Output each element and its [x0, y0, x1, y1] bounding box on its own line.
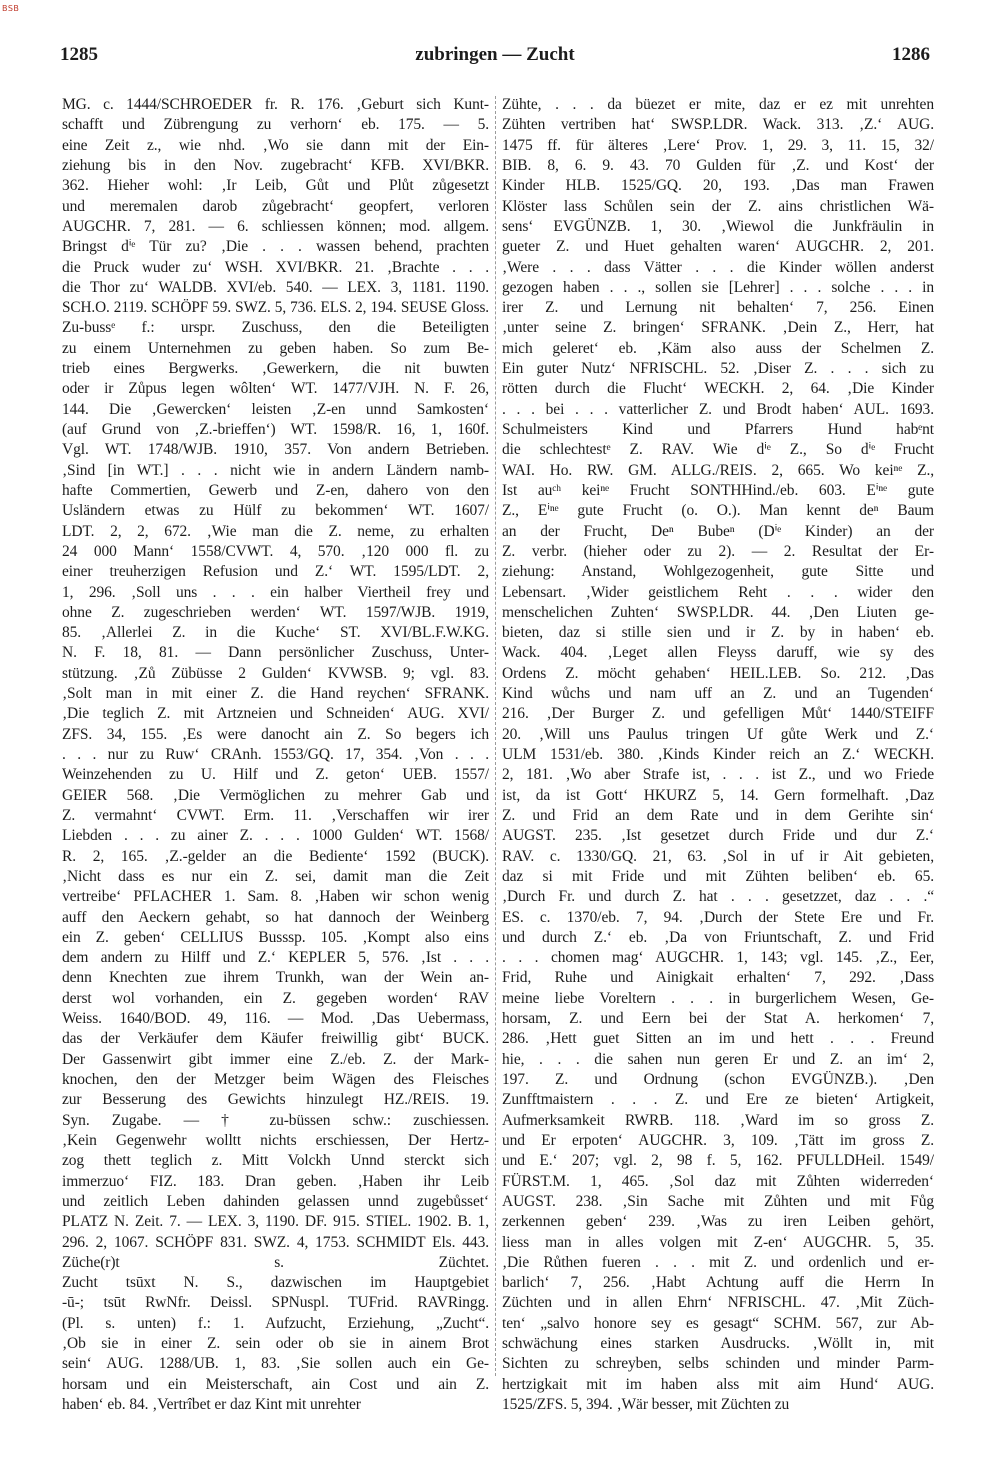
text-line: R. 2, 165. ‚Z.-gelder an die Bediente‘ 1592 (BUCK).: [62, 847, 489, 865]
text-line: ‚unter seine Z. bringen‘ SFRANK. ‚Dein Z., Herr, hat: [502, 319, 934, 337]
text-line: eine Zeit z., wie nhd. ‚Wo sie dann mit der Ein-: [62, 136, 489, 154]
text-line: Z. und Frid an dem Rate und in dem Gerihte sin‘: [502, 806, 934, 824]
text-line: 296. 2, 1067. SCHÖPF 831. SWZ. 4, 1753. SCHMIDT Els. 443.: [62, 1233, 489, 1251]
text-line: auff den Aeckern gehabt, so hat dannoch der Weinberg: [62, 908, 489, 926]
text-line: ‚Die Růthen fueren . . . mit Z. und ordenlich und er-: [502, 1253, 934, 1271]
text-line: 20. ‚Will uns Paulus tringen Uf gůte Werk und Z.‘: [502, 725, 934, 743]
text-line: und E.‘ 207; vgl. 2, 98 f. 5, 162. PFULLDHeil. 1549/: [502, 1152, 934, 1170]
text-line: Kind wůchs und nam uff an Z. und an Tugenden‘: [502, 685, 934, 703]
text-line: Zühten vertriben hat‘ SWSP.LDR. Wack. 313. ‚Z.‘ AUG.: [502, 116, 934, 134]
text-line: rötten durch die Flucht‘ WECKH. 2, 64. ‚Die Kinder: [502, 380, 934, 398]
text-line: daz si mit Fride und mit Zühten beliben‘ eb. 65.: [502, 867, 934, 885]
text-line: menschelichen Zuhten‘ SWSP.LDR. 44. ‚Den Liuten ge-: [502, 603, 934, 621]
right-text-column: [502, 95, 934, 1415]
text-line: ‚Sind [in WT.] . . . nicht wie in andern Ländern namb-: [62, 461, 489, 479]
text-line: 362. Hieher wohl: ‚Ir Leib, Gůt und Plůt zůgesetzt: [62, 177, 489, 195]
text-line: immerzuo‘ FIZ. 183. Dran geben. ‚Haben ihr Leib: [62, 1172, 489, 1190]
text-line: Sichten zu schreyben, selbs schinden und minder Parm-: [502, 1355, 934, 1373]
text-line: und zeitlich Leben dahinden gelassen unnd zugebůsset‘: [62, 1192, 489, 1210]
text-line: bieten, daz si stille sien und ir Z. by in haben‘ eb.: [502, 624, 934, 642]
text-line: zog thett teglich z. Mitt Volckh Unnd sterckt sich: [62, 1152, 489, 1170]
text-line: sens‘ EVGÜNZB. 1, 30. ‚Wiewol die Junkfräulin in: [502, 217, 934, 235]
text-line: LDT. 2, 2, 672. ‚Wie man die Z. neme, zu erhalten: [62, 522, 489, 540]
text-line: die Pruck wuder zu‘ WSH. XVI/BKR. 21. ‚Brachte . . .: [62, 258, 489, 276]
text-line: N. F. 18, 81. — Dann persönlicher Zuschuss, Unter-: [62, 644, 489, 662]
text-line: Frid, Ruhe und Ainigkait erhalten‘ 7, 292. ‚Dass: [502, 969, 934, 987]
column-divider: [495, 96, 496, 1376]
text-line: vertreibe‘ PFLACHER 1. Sam. 8. ‚Haben wir schon wenig: [62, 888, 489, 906]
text-line: ‚Kein Gegenwehr wolltt nichts erschiessen, Der Hertz-: [62, 1131, 489, 1149]
text-line: Zühte, . . . da büezet er mite, daz er ez mit unrehten: [502, 96, 934, 113]
text-line: Aufmerksamkeit RWRB. 118. ‚Ward im so gross Z.: [502, 1111, 934, 1129]
text-line: horsam und ein Meisterschaft, ain Cost und ain Z.: [62, 1375, 489, 1393]
text-line: ‚Ob sie in einer Z. sein oder ob sie in ainem Brot: [62, 1335, 489, 1353]
text-line: FÜRST.M. 1, 465. ‚Sol daz mit Zůhten widerreden‘: [502, 1172, 934, 1190]
text-line: oder ir Zůpus legen wôlten‘ WT. 1477/VJH. N. F. 26,: [62, 380, 489, 398]
text-line: 85. ‚Allerlei Z. in die Kuche‘ ST. XVI/BL.F.W.KG.: [62, 624, 489, 642]
text-line: die schlechtestᵉ Z. RAV. Wie dⁱᵉ Z., So dⁱᵉ Frucht: [502, 441, 934, 459]
text-line: 2, 181. ‚Wo aber Strafe ist, . . . ist Z., und wo Friede: [502, 766, 934, 784]
text-line: 144. Die ‚Gewercken‘ leisten ‚Z-en unnd Samkosten‘: [62, 400, 489, 418]
text-line: GEIER 568. ‚Die Vermöglichen zu mehrer Gab und: [62, 786, 489, 804]
text-line: ZFS. 34, 155. ‚Es were danocht ain Z. So begers ich: [62, 725, 489, 743]
page-number-left: 1285: [60, 44, 98, 65]
text-line: MG. c. 1444/SCHROEDER fr. R. 176. ‚Geburt sich Kunt-: [62, 96, 489, 113]
text-line: denn Knechten zue ihrem Trunkh, wan der Wein an-: [62, 969, 489, 987]
text-line: hie, . . . die sahen nun geren Er und Z. an im‘ 2,: [502, 1050, 934, 1068]
library-stamp: BSB: [2, 4, 20, 13]
text-line: und meremalen darob zůgebracht‘ geopfert, verloren: [62, 197, 489, 215]
text-line: haben‘ eb. 84. ‚Vertrîbet er daz Kint mit unrehter: [62, 1396, 361, 1413]
text-line: an der Frucht, Deⁿ Bubeⁿ (Dⁱᵉ Kinder) an der: [502, 522, 934, 540]
text-line: und Er erpoten‘ AUGCHR. 3, 109. ‚Tätt im gross Z.: [502, 1131, 934, 1149]
text-line: . . . nur zu Ruw‘ CRAnh. 1553/GQ. 17, 354. ‚Von . . .: [62, 746, 489, 763]
text-line: hafte Commertien, Gewerb und Z-en, dahero von den: [62, 481, 489, 499]
text-line: ES. c. 1370/eb. 7, 94. ‚Durch der Stete Ere und Fr.: [502, 908, 934, 926]
text-line: . . . chomen mag‘ AUGCHR. 1, 143; vgl. 145. ‚Z., Eer,: [502, 949, 934, 967]
page-header: [60, 44, 930, 70]
text-line: ein Z. geben‘ CELLIUS Busssp. 105. ‚Kompt also eins: [62, 928, 489, 946]
text-line: einer treuherzigen Refusion und Z.‘ WT. 1595/LDT. 2,: [62, 563, 489, 581]
text-line: Z. vermahnt‘ CVWT. Erm. 11. ‚Verschaffen wir irer: [62, 806, 489, 824]
text-line: ziehung bis in den Nov. zugebracht‘ KFB. XVI/BKR.: [62, 156, 489, 174]
left-text-column: [62, 95, 489, 1415]
text-line: 216. ‚Der Burger Z. und gefelligen Můt‘ 1440/STEIFF: [502, 705, 934, 723]
text-line: horsam, Z. und Eern bei der Stat A. herkomen‘ 7,: [502, 1010, 934, 1028]
text-line: liess man in alles volgen mit Z-en‘ AUGCHR. 5, 35.: [502, 1233, 934, 1251]
text-line: Usländern etwas zu Hülf zu bekommen‘ WT. 1607/: [62, 502, 489, 520]
text-line: Weinzehenden zu U. Hilf und Z. geton‘ UEB. 1557/: [62, 766, 489, 784]
text-line: mich geleret‘ eb. ‚Käm also auss der Schelmen Z.: [502, 339, 934, 357]
text-line: Z., Eⁱⁿᵉ gute Frucht (o. O.). Man kennt deⁿ Baum: [502, 502, 934, 520]
text-line: Züche(r)t s. Züchtet.: [62, 1253, 489, 1271]
text-line: stützung. ‚Zů Zübüsse 2 Gulden‘ KVWSB. 9; vgl. 83.: [62, 664, 489, 682]
text-line: Z. verbr. (hieher oder zu 2). — 2. Resultat der Er-: [502, 542, 934, 560]
text-line: ‚Die teglich Z. mit Artzneien und Schneiden‘ AUG. XVI/: [62, 705, 489, 723]
text-line: knochen, den der Metzger beim Wägen des Fleisches: [62, 1071, 489, 1088]
text-line: dem andern zu Hilff und Z.‘ KEPLER 5, 576. ‚Ist . . .: [62, 949, 489, 967]
text-line: AUGST. 238. ‚Sin Sache mit Zůhten und mit Fůg: [502, 1192, 934, 1210]
text-line: -ū-; tsūt RwNfr. Deissl. SPNuspl. TUFrid. RAVRingg.: [62, 1294, 489, 1312]
text-line: zu einem Unternehmen zu geben haben. So zum Be-: [62, 339, 489, 357]
text-line: hertzigkait mit im haben alss mit aim Hund‘ AUG.: [502, 1375, 934, 1393]
text-line: SCH.O. 2119. SCHÖPF 59. SWZ. 5, 736. ELS. 2, 194. SEUSE Gloss.: [62, 299, 489, 317]
text-line: Der Gassenwirt gibt immer eine Z./eb. Z. der Mark-: [62, 1050, 489, 1068]
text-line: ist, da ist Gott‘ HKURZ 5, 14. Gern formelhaft. ‚Daz: [502, 786, 934, 804]
text-line: WAI. Ho. RW. GM. ALLG./REIS. 2, 665. Wo keiⁿᵉ Z.,: [502, 461, 934, 479]
text-line: sein‘ AUG. 1288/UB. 1, 83. ‚Sie sollen auch ein Ge-: [62, 1355, 489, 1373]
text-line: (Pl. s. unten) f.: 1. Aufzucht, Erziehung, „Zucht“.: [62, 1314, 489, 1332]
text-line: 1, 296. ‚Soll uns . . . ein halber Viertheil frey und: [62, 583, 489, 601]
text-line: ziehung: Anstand, Wohlgezogenheit, gute Sitte und: [502, 563, 934, 581]
text-line: RAV. c. 1330/GQ. 21, 63. ‚Sol in uf ir Ait gebieten,: [502, 847, 934, 865]
text-line: meine liebe Voreltern . . . in burgerlichem Wesen, Ge-: [502, 989, 934, 1007]
text-line: barlich‘ 7, 256. ‚Habt Achtung auff die Herrn In: [502, 1274, 934, 1292]
text-line: Weiss. 1640/BOD. 49, 116. — Mod. ‚Das Uebermass,: [62, 1010, 489, 1028]
text-line: Klöster lass Schůlen sein der Z. ains christlichen Wä-: [502, 197, 934, 215]
text-line: Lebensart. ‚Wider geistlichem Reht . . . wider den: [502, 583, 934, 601]
text-line: Liebden . . . zu ainer Z. . . . 1000 Gulden‘ WT. 1568/: [62, 827, 489, 845]
text-line: ‚Durch Fr. und durch Z. hat . . . gesetzzet, daz . . .“: [502, 888, 934, 906]
text-line: zur Besserung des Gewichts hinzulegt HZ./REIS. 19.: [62, 1091, 489, 1109]
text-line: Ist auᶜʰ keiⁿᵉ Frucht SONTHHind./eb. 603. Eⁱⁿᵉ gute: [502, 481, 934, 499]
text-line: Bringst dⁱᵉ Tür zu? ‚Die . . . wassen behend, prachten: [62, 238, 489, 256]
text-line: Wack. 404. ‚Leget allen Fleyss daruff, wie sy des: [502, 644, 934, 662]
text-line: PLATZ N. Zeit. 7. — LEX. 3, 1190. DF. 915. STIEL. 1902. B. 1,: [62, 1213, 489, 1231]
text-line: derst wol vorhanden, ein Z. gegeben worden‘ RAV: [62, 989, 489, 1007]
text-line: die Thor zu‘ WALDB. XVI/eb. 540. — LEX. 3, 1181. 1190.: [62, 278, 489, 296]
text-line: 1525/ZFS. 5, 394. ‚Wär besser, mit Züchten zu: [502, 1396, 790, 1413]
text-line: Kinder HLB. 1525/GQ. 20, 193. ‚Das man Frawen: [502, 177, 934, 195]
running-title: zubringen — Zucht: [415, 44, 575, 65]
text-line: 1475 ff. für älteres ‚Lere‘ Prov. 1, 29. 3, 11. 15, 32/: [502, 136, 934, 154]
text-line: 24 000 Mann‘ 1558/CVWT. 4, 570. ‚120 000 fl. zu: [62, 542, 489, 560]
text-line: Ordens Z. möcht gehaben‘ HEIL.LEB. So. 212. ‚Das: [502, 664, 934, 682]
text-line: und durch Z.‘ eb. ‚Da von Friuntschaft, Z. und Frid: [502, 928, 934, 946]
text-line: Zunfftmaistern . . . Z. und Ere ze bieten‘ Artigkeit,: [502, 1091, 934, 1109]
text-line: gueter Z. und Huet gehalten waren‘ AUGCHR. 2, 201.: [502, 238, 934, 256]
text-line: Syn. Zugabe. — † zu-büssen schw.: zuschiessen.: [62, 1111, 489, 1129]
text-line: ‚Were . . . dass Vätter . . . die Kinder wöllen anderst: [502, 258, 934, 276]
text-line: AUGST. 235. ‚Ist gesetzet durch Fride und dur Z.‘: [502, 827, 934, 845]
text-line: ‚Nicht dass es nur ein Z. sei, damit man die Zeit: [62, 867, 489, 885]
text-line: Vgl. WT. 1748/WJB. 1910, 357. Von andern Betrieben.: [62, 441, 489, 459]
text-line: gezogen haben . . ., sollen sie [Lehrer] . . . solche . . . in: [502, 278, 934, 296]
text-line: Schulmeisters Kind und Pfarrers Hund habᵉnt: [502, 421, 934, 438]
text-line: 286. ‚Hett guet Sitten an im und hett . . . Freund: [502, 1030, 934, 1048]
text-line: ‚Solt man in mit einer Z. die Hand reychen‘ SFRANK.: [62, 685, 489, 703]
text-line: Züchten und in allen Ehrn‘ NFRISCHL. 47. ‚Mit Züch-: [502, 1294, 934, 1312]
text-line: schwächung eines starken Ausdrucks. ‚Wöllt in, mit: [502, 1335, 934, 1353]
text-line: ohne Z. zugeschrieben werden‘ WT. 1597/WJB. 1919,: [62, 603, 489, 621]
text-line: (auf Grund von ‚Z.-brieffen‘) WT. 1598/R. 16, 1, 160f.: [62, 421, 489, 438]
text-line: AUGCHR. 7, 281. — 6. schliessen können; mod. allgem.: [62, 217, 489, 235]
text-line: das der Verkäufer dem Käufer freiwillig gibt‘ BUCK.: [62, 1030, 489, 1048]
text-line: . . . bei . . . vatterlicher Z. und Brodt haben‘ AUL. 1693.: [502, 400, 934, 418]
text-line: 197. Z. und Ordnung (schon EVGÜNZB.). ‚Den: [502, 1071, 934, 1088]
text-line: BIB. 8, 6. 9. 43. 70 Gulden für ‚Z. und Kost‘ der: [502, 156, 934, 174]
text-line: irer Z. und Lernung nit behalten‘ 7, 256. Einen: [502, 299, 934, 317]
text-line: Zu-bussᵉ f.: urspr. Zuschuss, den die Beteiligten: [62, 319, 489, 337]
page-number-right: 1286: [892, 44, 930, 65]
text-line: schafft und Zübrengung zu verhorn‘ eb. 175. — 5.: [62, 116, 489, 134]
text-line: zerkennen geben‘ 239. ‚Was zu iren Leiben gehört,: [502, 1213, 934, 1231]
text-line: Ein guter Nutz‘ NFRISCHL. 52. ‚Diser Z. . . . sich zu: [502, 360, 934, 378]
text-line: ten‘ „salvo honore sey es gesagt“ SCHM. 567, zur Ab-: [502, 1314, 934, 1332]
text-line: ULM 1531/eb. 380. ‚Kinds Kinder reich an Z.‘ WECKH.: [502, 746, 934, 763]
text-line: Zucht tsūxt N. S., dazwischen im Hauptgebiet: [62, 1274, 489, 1292]
text-line: trieb eines Bergwerks. ‚Gewerkern, die nit buwten: [62, 360, 489, 378]
